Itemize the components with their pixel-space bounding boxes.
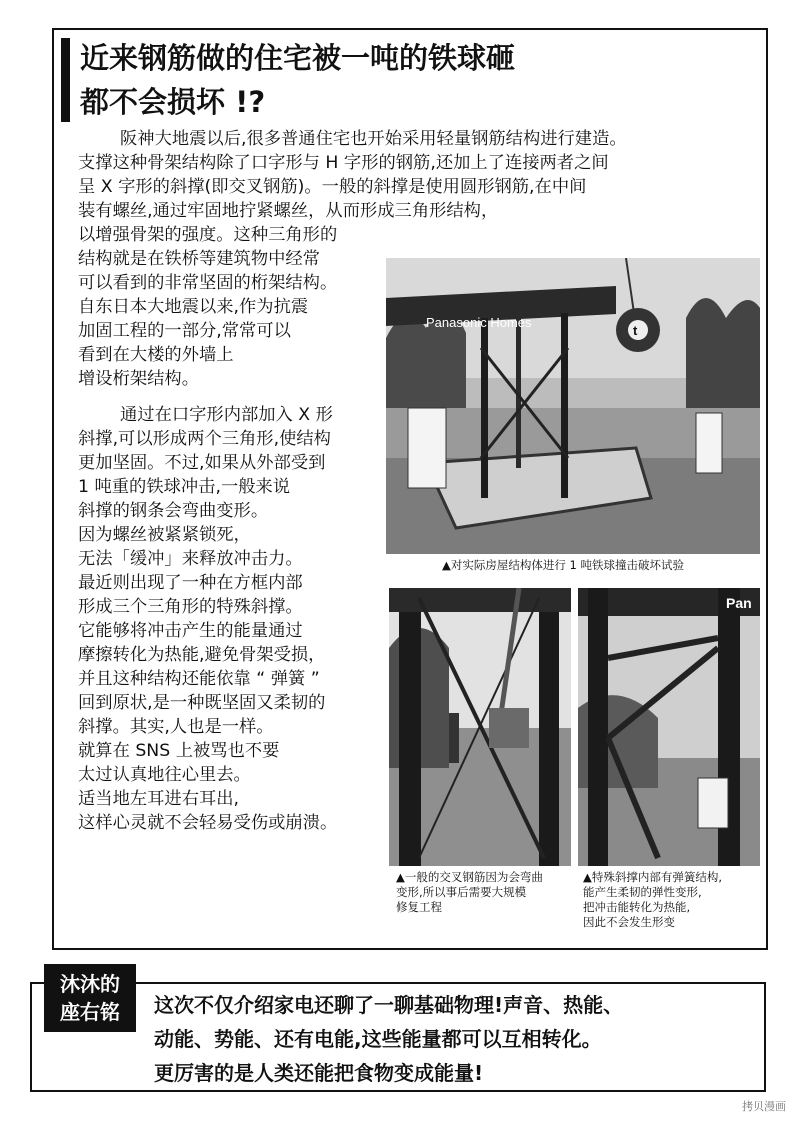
- body-line: 结构就是在铁桥等建筑物中经常: [78, 249, 320, 269]
- body-line: 并且这种结构还能依靠 “ 弹簧 ”: [78, 669, 320, 689]
- motto-line: 动能、势能、还有电能,这些能量都可以互相转化。: [154, 1027, 602, 1051]
- motto-line: 这次不仅介绍家电还聊了一聊基础物理!声音、热能、: [154, 993, 624, 1017]
- photo-conventional-brace: [389, 588, 571, 866]
- body-line: 加固工程的一部分,常常可以: [78, 321, 291, 341]
- title-line-1: 近来钢筋做的住宅被一吨的铁球砸: [80, 41, 516, 75]
- motto-badge: [44, 964, 136, 1032]
- caption-line: ▲特殊斜撑内部有弹簧结构,: [583, 870, 722, 884]
- photo-caption-top: ▲对实际房屋结构体进行 1 吨铁球撞击破坏试验: [442, 558, 684, 572]
- photo-sign-text: Panasonic Homes: [426, 315, 532, 330]
- photo-caption-bottom-left: [396, 870, 576, 915]
- caption-line: 因此不会发生形变: [583, 915, 675, 929]
- body-line: 形成三个三角形的特殊斜撑。: [78, 597, 303, 617]
- caption-line: ▲一般的交叉钢筋因为会弯曲: [396, 870, 543, 884]
- body-line: 因为螺丝被紧紧锁死，: [78, 525, 251, 545]
- photo-special-brace-image: [578, 588, 760, 866]
- body-line: 最近则出现了一种在方框内部: [78, 573, 303, 593]
- photo-special-brace: [578, 588, 760, 866]
- body-line: 摩擦转化为热能,避免骨架受损，: [78, 645, 326, 665]
- caption-line: 变形,所以事后需要大规模: [396, 885, 527, 899]
- caption-line: 修复工程: [396, 900, 442, 914]
- caption-line: 把冲击能转化为热能,: [583, 900, 691, 914]
- body-line: 斜撑的钢条会弯曲变形。: [78, 501, 269, 521]
- body-line: 斜撑,可以形成两个三角形,使结构: [78, 429, 331, 449]
- body-line: 更加坚固。不过,如果从外部受到: [78, 453, 326, 473]
- photo-sign-text-right: Pan: [726, 595, 752, 611]
- photo-caption-bottom-right: [583, 870, 763, 930]
- body-line: 通过在口字形内部加入 X 形: [120, 405, 333, 425]
- body-line: 可以看到的非常坚固的桁架结构。: [78, 273, 338, 293]
- title-accent-bar: [61, 38, 70, 122]
- body-line: 太过认真地往心里去。: [78, 765, 251, 785]
- motto-badge-line-1: 沐沐的: [60, 972, 120, 996]
- body-line: 它能够将冲击产生的能量通过: [78, 621, 303, 641]
- body-line: 以增强骨架的强度。这种三角形的: [78, 225, 338, 245]
- article-title: [80, 36, 640, 124]
- body-line: 适当地左耳进右耳出,: [78, 789, 240, 809]
- body-line: 自东日本大地震以来,作为抗震: [78, 297, 309, 317]
- body-line: 支撑这种骨架结构除了口字形与 H 字形的钢筋,还加上了连接两者之间: [78, 153, 609, 173]
- body-line: 呈 X 字形的斜撑(即交叉钢筋)。一般的斜撑是使用圆形钢筋,在中间: [78, 177, 587, 197]
- body-line: 就算在 SNS 上被骂也不要: [78, 741, 280, 761]
- photo-impact-test-image: [386, 258, 760, 554]
- photo-conventional-brace-image: [389, 588, 571, 866]
- title-line-2: 都不会损坏 !?: [80, 85, 266, 119]
- caption-line: 能产生柔韧的弹性变形,: [583, 885, 702, 899]
- body-line: 增设桁架结构。: [78, 369, 199, 389]
- body-line: 无法「缓冲」来释放冲击力。: [78, 549, 303, 569]
- body-line: 回到原状,是一种既坚固又柔韧的: [78, 693, 326, 713]
- body-line: 1 吨重的铁球冲击,一般来说: [78, 477, 291, 497]
- motto-line: 更厉害的是人类还能把食物变成能量!: [154, 1061, 484, 1085]
- motto-badge-line-2: 座右铭: [60, 1000, 120, 1024]
- body-line: 这样心灵就不会轻易受伤或崩溃。: [78, 813, 338, 833]
- photo-impact-test: [386, 258, 760, 554]
- body-line: 斜撑。其实,人也是一样。: [78, 717, 274, 737]
- body-line: 看到在大楼的外墙上: [78, 345, 234, 365]
- body-line: 装有螺丝,通过牢固地拧紧螺丝，从而形成三角形结构，: [78, 201, 499, 221]
- ball-logo-letter: t: [633, 323, 638, 338]
- body-line: 阪神大地震以后,很多普通住宅也开始采用轻量钢筋结构进行建造。: [120, 129, 627, 149]
- watermark: 拷贝漫画: [742, 1100, 786, 1113]
